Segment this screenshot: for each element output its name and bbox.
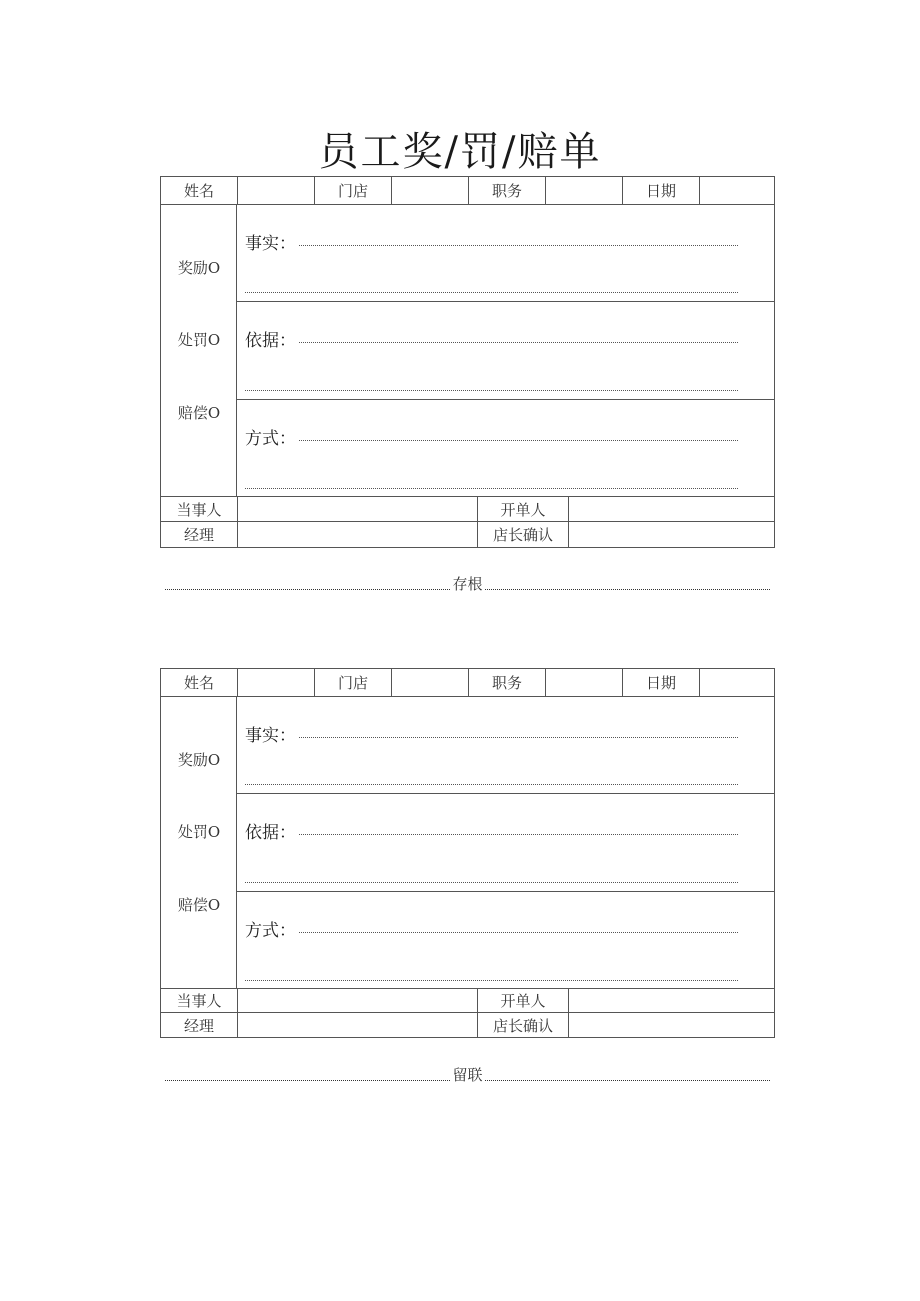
name-label: 姓名 xyxy=(183,182,214,200)
options-column xyxy=(161,697,237,988)
facts-label: 事实： xyxy=(245,234,296,254)
retained-separator xyxy=(165,1066,770,1086)
store-manager-confirm-label: 店长确认 xyxy=(477,522,568,547)
basis-dotted-line-2 xyxy=(245,882,738,883)
store-label: 门店 xyxy=(314,669,391,696)
store-manager-confirm-field[interactable] xyxy=(568,1013,774,1037)
page-title: 员工奖/罚/赔单 xyxy=(318,129,602,175)
issuer-field[interactable] xyxy=(568,989,774,1012)
store-manager-confirm-field[interactable] xyxy=(568,522,774,547)
stub-label: 存根 xyxy=(452,575,483,593)
issuer-field[interactable] xyxy=(568,497,774,521)
position-field[interactable] xyxy=(545,177,622,204)
method-block[interactable] xyxy=(237,400,774,497)
details-section xyxy=(161,697,774,989)
penalty-option[interactable]: 处罚O xyxy=(177,823,221,841)
facts-dotted-line-2 xyxy=(245,292,738,293)
facts-dotted-line xyxy=(299,737,738,738)
stub-separator xyxy=(165,575,770,595)
facts-dotted-line-2 xyxy=(245,784,738,785)
method-dotted-line-2 xyxy=(245,488,738,489)
reward-option[interactable]: 奖励O xyxy=(177,751,221,769)
facts-block[interactable] xyxy=(237,205,774,302)
manager-row xyxy=(161,522,774,547)
form-retained xyxy=(160,668,775,1038)
party-row xyxy=(161,497,774,522)
issuer-label: 开单人 xyxy=(477,989,568,1012)
basis-block[interactable] xyxy=(237,794,774,892)
method-dotted-line xyxy=(299,440,738,441)
party-field[interactable] xyxy=(237,497,477,521)
penalty-option[interactable]: 处罚O xyxy=(177,331,221,349)
basis-label: 依据： xyxy=(245,331,296,351)
compensation-option[interactable]: 赔偿O xyxy=(177,896,221,914)
reward-option[interactable]: 奖励O xyxy=(177,259,221,277)
date-field[interactable] xyxy=(699,669,774,696)
position-label: 职务 xyxy=(468,669,545,696)
store-label: 门店 xyxy=(314,177,391,204)
manager-label: 经理 xyxy=(183,1016,214,1035)
basis-label: 依据： xyxy=(245,823,296,843)
party-row xyxy=(161,989,774,1013)
form-stub xyxy=(160,176,775,548)
date-label: 日期 xyxy=(622,669,699,696)
name-field[interactable] xyxy=(237,177,314,204)
position-label: 职务 xyxy=(468,177,545,204)
basis-block[interactable] xyxy=(237,302,774,400)
name-label: 姓名 xyxy=(183,674,214,692)
method-dotted-line-2 xyxy=(245,980,738,981)
basis-dotted-line xyxy=(299,834,738,835)
manager-row xyxy=(161,1013,774,1037)
facts-label: 事实： xyxy=(245,726,296,746)
basis-dotted-line xyxy=(299,342,738,343)
header-row xyxy=(161,177,774,205)
compensation-option[interactable]: 赔偿O xyxy=(177,404,221,422)
basis-dotted-line-2 xyxy=(245,390,738,391)
name-field[interactable] xyxy=(237,669,314,696)
retained-label: 留联 xyxy=(452,1066,483,1084)
manager-field[interactable] xyxy=(237,522,477,547)
party-label: 当事人 xyxy=(176,992,222,1010)
position-field[interactable] xyxy=(545,669,622,696)
details-section xyxy=(161,205,774,497)
date-field[interactable] xyxy=(699,177,774,204)
method-label: 方式： xyxy=(245,921,296,941)
store-manager-confirm-label: 店长确认 xyxy=(477,1013,568,1037)
issuer-label: 开单人 xyxy=(477,497,568,521)
header-row xyxy=(161,669,774,697)
store-field[interactable] xyxy=(391,177,468,204)
facts-dotted-line xyxy=(299,245,738,246)
method-dotted-line xyxy=(299,932,738,933)
manager-label: 经理 xyxy=(183,526,214,544)
method-block[interactable] xyxy=(237,892,774,989)
store-field[interactable] xyxy=(391,669,468,696)
manager-field[interactable] xyxy=(237,1013,477,1037)
date-label: 日期 xyxy=(622,177,699,204)
party-field[interactable] xyxy=(237,989,477,1012)
options-column xyxy=(161,205,237,496)
method-label: 方式： xyxy=(245,429,296,449)
facts-block[interactable] xyxy=(237,697,774,794)
party-label: 当事人 xyxy=(176,500,222,519)
